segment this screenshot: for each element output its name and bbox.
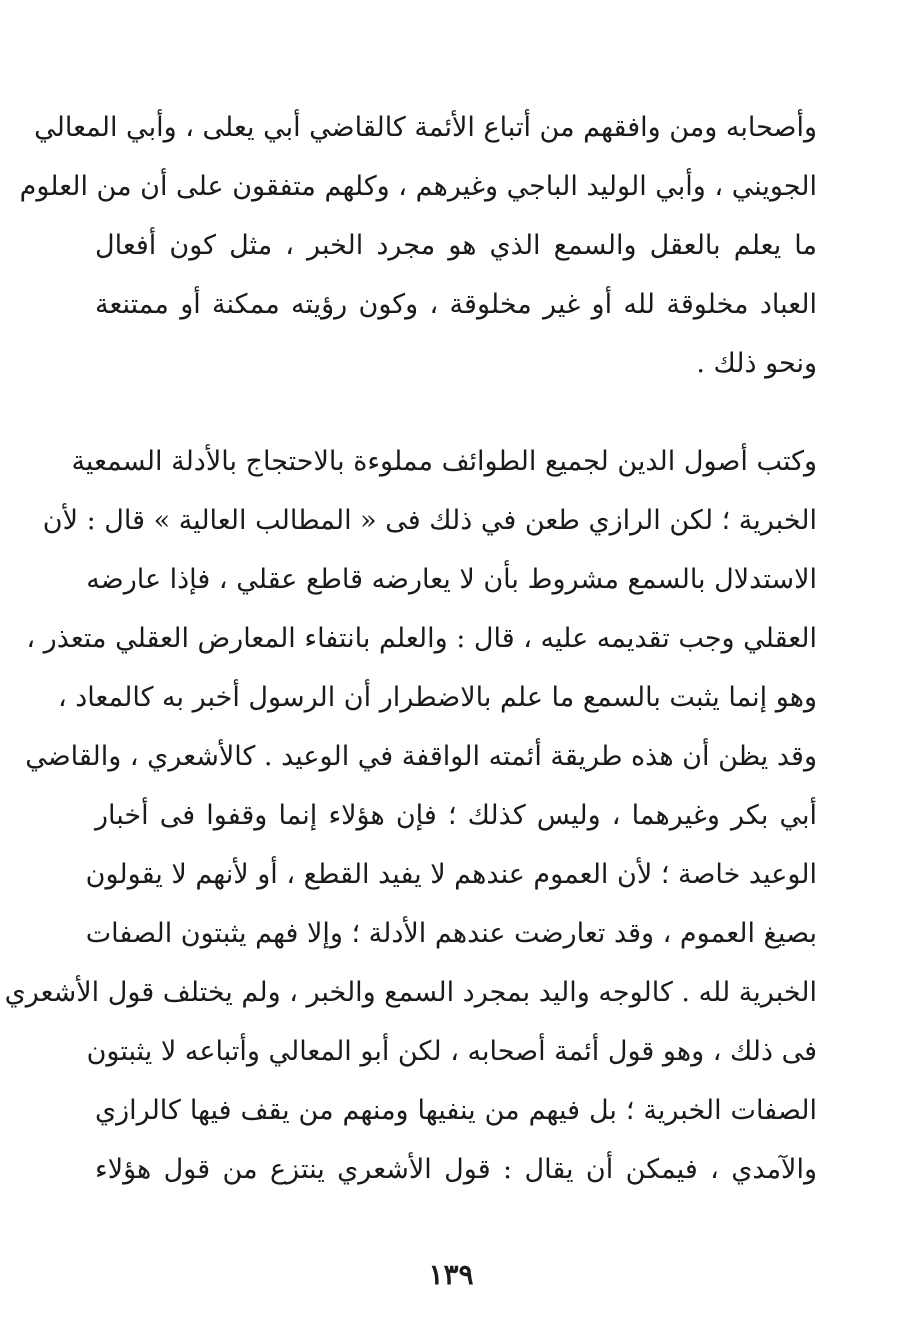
text-line: وأصحابه ومن وافقهم من أتباع الأئمة كالقاضي أبي يعلى ، وأبي المعالي [34, 112, 817, 143]
text-line: الصفات الخبرية ؛ بل فيهم من ينفيها ومنهم من يقف فيها كالرازي [95, 1095, 817, 1126]
text-line: الاستدلال بالسمع مشروط بأن لا يعارضه قاطع عقلي ، فإذا عارضه [86, 564, 817, 595]
text-line: والآمدي ، فيمكن أن يقال : قول الأشعري ينتزع من قول هؤلاء [95, 1154, 817, 1185]
text-line: الجويني ، وأبي الوليد الباجي وغيرهم ، وكلهم متفقون على أن من العلوم [19, 171, 817, 202]
text-line: الخبرية ؛ لكن الرازي طعن في ذلك فى « المطالب العالية » قال : لأن [42, 505, 817, 536]
text-line: الوعيد خاصة ؛ لأن العموم عندهم لا يفيد القطع ، أو لأنهم لا يقولون [85, 859, 817, 890]
text-line: العباد مخلوقة لله أو غير مخلوقة ، وكون رؤيته ممكنة أو ممتنعة [95, 289, 817, 320]
text-line: وقد يظن أن هذه طريقة أئمته الواقفة في الوعيد . كالأشعري ، والقاضي [25, 741, 817, 772]
text-line: العقلي وجب تقديمه عليه ، قال : والعلم بانتفاء المعارض العقلي متعذر ، [26, 623, 817, 654]
text-line: الخبرية لله . كالوجه واليد بمجرد السمع والخبر ، ولم يختلف قول الأشعري [4, 977, 817, 1008]
paragraph-1 [19, 98, 817, 393]
text-line: فى ذلك ، وهو قول أئمة أصحابه ، لكن أبو المعالي وأتباعه لا يثبتون [86, 1036, 817, 1067]
text-line: أبي بكر وغيرهما ، وليس كذلك ؛ فإن هؤلاء إنما وقفوا فى أخبار [95, 800, 817, 831]
paragraph-2 [4, 432, 817, 1199]
text-line: وهو إنما يثبت بالسمع ما علم بالاضطرار أن الرسول أخبر به كالمعاد ، [57, 682, 817, 713]
text-line: ونحو ذلك . [696, 348, 817, 379]
text-line: بصيغ العموم ، وقد تعارضت عندهم الأدلة ؛ وإلا فهم يثبتون الصفات [85, 918, 817, 949]
page-number: ١٣٩ [428, 1258, 474, 1291]
text-line: ما يعلم بالعقل والسمع الذي هو مجرد الخبر ، مثل كون أفعال [95, 230, 817, 261]
text-line: وكتب أصول الدين لجميع الطوائف مملوءة بالاحتجاج بالأدلة السمعية [71, 446, 817, 477]
